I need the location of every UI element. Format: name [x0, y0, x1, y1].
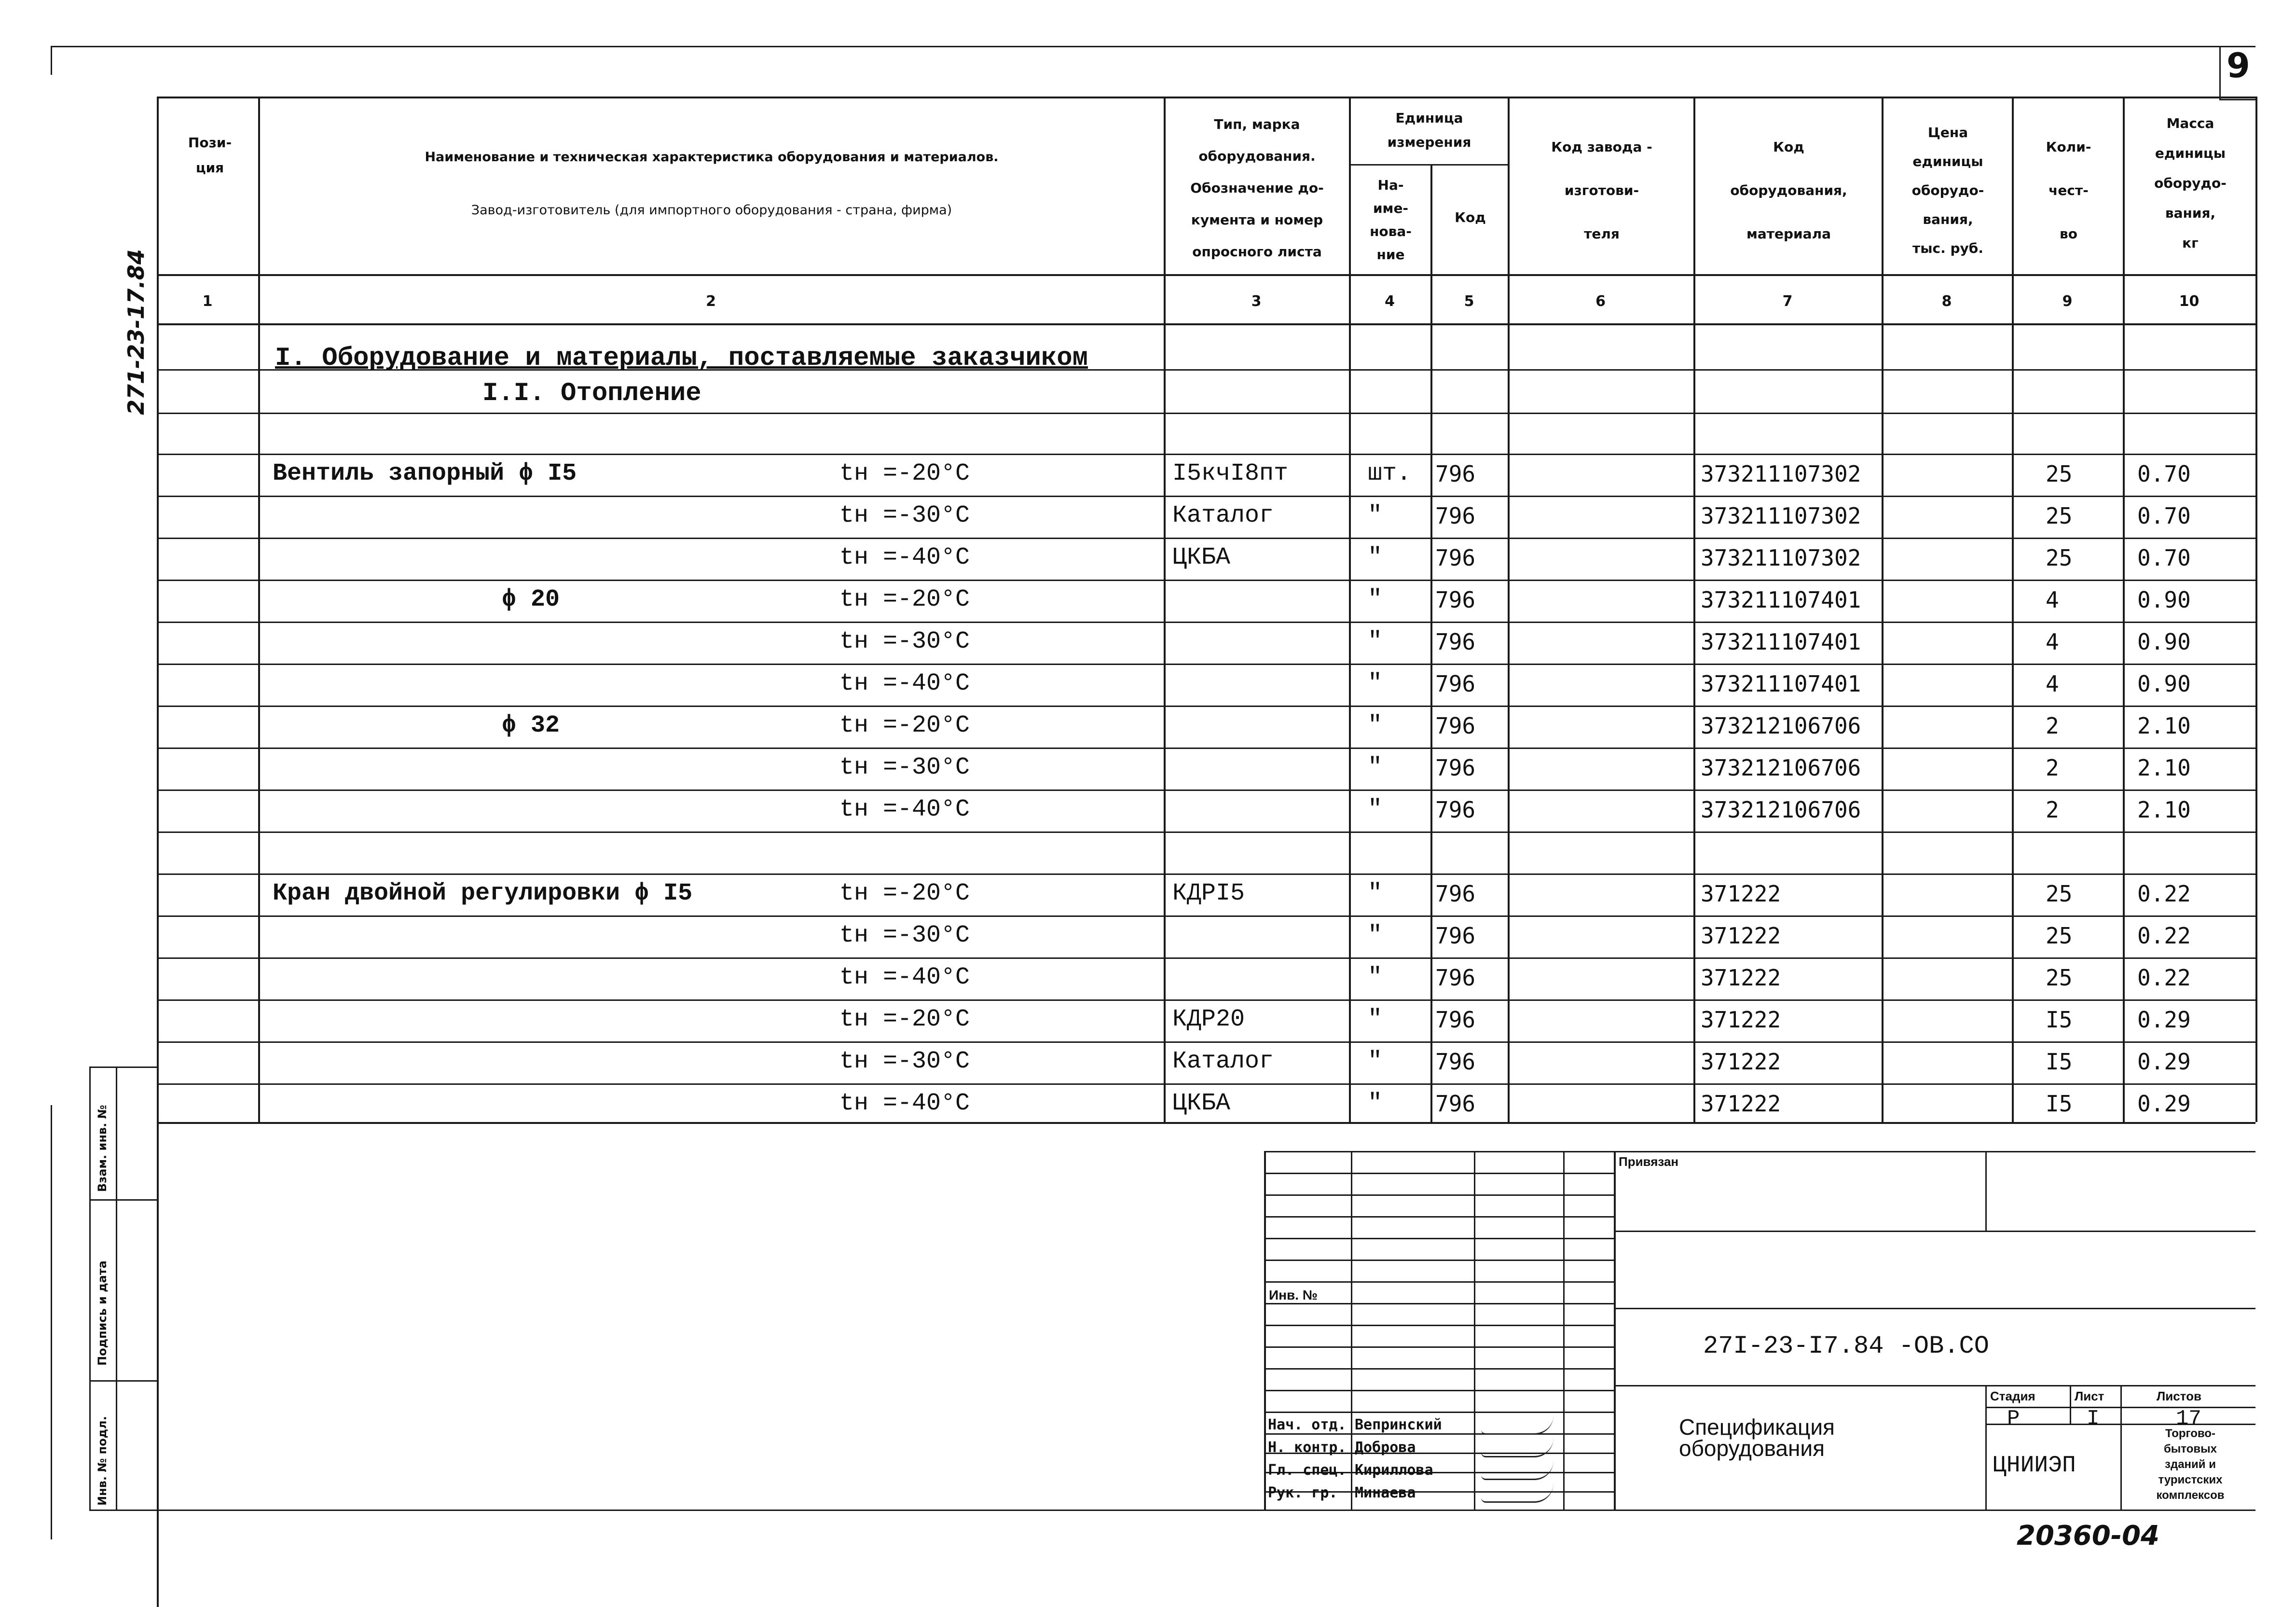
col-line-2 — [1164, 97, 1166, 1122]
sheet-number-box-left — [2219, 46, 2221, 99]
tb-stage-left — [1985, 1385, 1987, 1510]
row-14-code: 796 — [1435, 1049, 1476, 1075]
header-unit: Единица измерения — [1387, 110, 1471, 150]
row-14-unit: " — [1368, 1048, 1383, 1075]
row-10-temp: tн =-20°С — [839, 880, 970, 907]
signature-mark — [1481, 1482, 1554, 1503]
row-6-qty: 2 — [2046, 713, 2059, 739]
col-line-5 — [1508, 97, 1510, 1122]
row-12-qty: 25 — [2046, 965, 2073, 991]
tb-col2 — [1474, 1151, 1475, 1510]
row-line — [157, 454, 2255, 455]
colnum-1: 1 — [202, 293, 213, 310]
tb-grid-line — [1264, 1346, 1614, 1348]
header-name-line2: Завод-изготовитель (для импортного оборудования - страна, фирма) — [471, 203, 952, 218]
section-title: I. Оборудование и материалы, поставляемые заказчиком — [275, 344, 1088, 373]
row-4-mass: 0.90 — [2137, 629, 2191, 655]
header-quantity: Коли- чест- во — [2046, 139, 2091, 242]
colnum-10: 10 — [2179, 293, 2200, 310]
row-8-temp: tн =-40°С — [839, 796, 970, 823]
row-5-qty: 4 — [2046, 671, 2059, 697]
row-13-equip: 371222 — [1701, 1007, 1781, 1033]
row-3-equip: 373211107401 — [1701, 587, 1861, 613]
row-12-equip: 371222 — [1701, 965, 1781, 991]
stamp-inv-replaced: Взам. инв. № — [96, 1105, 109, 1192]
row-14-type: Каталог — [1172, 1048, 1274, 1075]
row-8-code: 796 — [1435, 797, 1476, 823]
row-6-unit: " — [1368, 712, 1383, 739]
tb-grid-line — [1264, 1260, 1614, 1261]
row-line — [157, 915, 2255, 917]
row-13-type: КДР20 — [1172, 1006, 1245, 1033]
signer-name: Минаева — [1355, 1484, 1416, 1501]
row-15-equip: 371222 — [1701, 1091, 1781, 1117]
tb-h1 — [1614, 1231, 2255, 1232]
row-12-code: 796 — [1435, 965, 1476, 991]
tb-org-desc: Торгово- бытовых зданий и туристских комплексов — [2156, 1427, 2225, 1502]
col-line-7 — [1882, 97, 1884, 1122]
row-11-equip: 371222 — [1701, 923, 1781, 949]
row-11-qty: 25 — [2046, 923, 2073, 949]
row-11-mass: 0.22 — [2137, 923, 2191, 949]
stamp-signature-date: Подпись и дата — [96, 1261, 109, 1366]
tb-stage-label: Стадия — [1990, 1389, 2035, 1403]
stamp-div2 — [89, 1380, 157, 1382]
colnum-2: 2 — [706, 293, 716, 310]
header-type: Тип, марка оборудования. Обозначение до- кумента и номер опросного листа — [1190, 116, 1324, 260]
signature-mark — [1481, 1437, 1554, 1457]
frame-left-tick — [51, 46, 52, 75]
row-2-equip: 373211107302 — [1701, 545, 1861, 571]
tb-top — [1264, 1151, 2255, 1152]
row-10-type: КДРI5 — [1172, 880, 1245, 907]
row-5-temp: tн =-40°С — [839, 670, 970, 697]
header-mass: Масса единицы оборудо- вания, кг — [2154, 115, 2227, 251]
row-6-equip: 373212106706 — [1701, 713, 1861, 739]
row-line — [157, 538, 2255, 539]
col-line-8 — [2012, 97, 2014, 1122]
row-2-temp: tн =-40°С — [839, 544, 970, 571]
tb-title: Спецификация оборудования — [1679, 1414, 1835, 1461]
tb-grid-line — [1264, 1194, 1614, 1196]
signer-role: Рук. гр. — [1268, 1484, 1338, 1501]
row-2-type: ЦКБА — [1172, 544, 1231, 571]
row-12-mass: 0.22 — [2137, 965, 2191, 991]
row-2-qty: 25 — [2046, 545, 2073, 571]
row-1-temp: tн =-30°С — [839, 502, 970, 529]
header-bottom-line — [157, 274, 2255, 276]
row-6-name: ϕ 32 — [502, 712, 560, 739]
row-1-unit: " — [1368, 502, 1383, 529]
row-8-qty: 2 — [2046, 797, 2059, 823]
row-13-unit: " — [1368, 1006, 1383, 1033]
signature-mark — [1481, 1459, 1554, 1480]
tb-grid-line — [1264, 1433, 1614, 1435]
row-3-qty: 4 — [2046, 587, 2059, 613]
row-line — [157, 873, 2255, 875]
signer-name: Вепринский — [1355, 1416, 1442, 1433]
colnum-8: 8 — [1941, 293, 1952, 310]
row-11-unit: " — [1368, 922, 1383, 949]
sheet-number-box-bottom — [2219, 99, 2255, 100]
row-7-temp: tн =-30°С — [839, 754, 970, 781]
row-14-equip: 371222 — [1701, 1049, 1781, 1075]
row-14-temp: tн =-30°С — [839, 1048, 970, 1075]
stamp-top — [89, 1067, 157, 1068]
row-10-unit: " — [1368, 880, 1383, 907]
row-line — [157, 831, 2255, 833]
row-10-qty: 25 — [2046, 881, 2073, 907]
row-15-qty: I5 — [2046, 1091, 2073, 1117]
row-13-temp: tн =-20°С — [839, 1006, 970, 1033]
colnum-4: 4 — [1385, 293, 1395, 310]
row-5-code: 796 — [1435, 671, 1476, 697]
colnum-bottom-line — [157, 323, 2255, 325]
header-name-line1: Наименование и техническая характеристика оборудования и материалов. — [425, 150, 999, 165]
header-position: Пози- ция — [188, 135, 232, 176]
row-line — [157, 706, 2255, 707]
row-4-code: 796 — [1435, 629, 1476, 655]
stamp-inv-original: Инв. № подл. — [96, 1416, 109, 1506]
col-line-6 — [1693, 97, 1695, 1122]
subsection-title: I.I. Отопление — [482, 379, 701, 408]
row-5-equip: 373211107401 — [1701, 671, 1861, 697]
tb-sheet-label: Лист — [2075, 1389, 2104, 1403]
tb-grid-line — [1264, 1238, 1614, 1239]
tb-org: ЦНИИЭП — [1993, 1453, 2076, 1479]
colnum-3: 3 — [1251, 293, 1262, 310]
signer-role: Гл. спец. — [1268, 1462, 1347, 1479]
row-line — [157, 957, 2255, 959]
tb-grid-line — [1264, 1390, 1614, 1391]
colnum-9: 9 — [2062, 293, 2073, 310]
tb-stage-hline — [1985, 1407, 2255, 1408]
row-8-equip: 373212106706 — [1701, 797, 1861, 823]
tb-grid-line — [1264, 1325, 1614, 1326]
header-unit-code: Код — [1455, 209, 1486, 225]
row-13-mass: 0.29 — [2137, 1007, 2191, 1033]
row-0-equip: 373211107302 — [1701, 461, 1861, 487]
row-2-mass: 0.70 — [2137, 545, 2191, 571]
row-0-name: Вентиль запорный ϕ I5 — [273, 460, 577, 487]
row-1-mass: 0.70 — [2137, 503, 2191, 529]
tb-sheet: I — [2087, 1407, 2100, 1431]
signer-name: Кириллова — [1355, 1462, 1433, 1479]
row-8-unit: " — [1368, 796, 1383, 823]
row-10-name: Кран двойной регулировки ϕ I5 — [273, 880, 693, 907]
row-4-qty: 4 — [2046, 629, 2059, 655]
unit-split-line — [1349, 164, 1508, 166]
row-1-code: 796 — [1435, 503, 1476, 529]
row-12-unit: " — [1368, 964, 1383, 991]
row-4-temp: tн =-30°С — [839, 628, 970, 655]
row-3-code: 796 — [1435, 587, 1476, 613]
row-line — [157, 413, 2255, 414]
col-line-9 — [2123, 97, 2125, 1122]
stamp-outer-left — [89, 1067, 91, 1510]
tb-privyazan-split — [1985, 1151, 1987, 1231]
stamp-inner-left — [116, 1067, 117, 1510]
row-10-equip: 371222 — [1701, 881, 1781, 907]
row-11-code: 796 — [1435, 923, 1476, 949]
row-line — [157, 790, 2255, 791]
row-4-unit: " — [1368, 628, 1383, 655]
row-2-unit: " — [1368, 544, 1383, 571]
tb-grid-line — [1264, 1281, 1614, 1283]
row-15-unit: " — [1368, 1090, 1383, 1117]
frame-top-line — [51, 46, 2255, 47]
col-line-10 — [2255, 97, 2257, 1122]
tb-sheets: 17 — [2176, 1407, 2201, 1431]
row-line — [157, 664, 2255, 665]
col-line-1 — [258, 97, 260, 1122]
row-1-equip: 373211107302 — [1701, 503, 1861, 529]
colnum-7: 7 — [1782, 293, 1793, 310]
tb-stage-hline2 — [1985, 1424, 2255, 1425]
row-0-code: 796 — [1435, 461, 1476, 487]
row-7-mass: 2.10 — [2137, 755, 2191, 781]
row-4-equip: 373211107401 — [1701, 629, 1861, 655]
row-6-temp: tн =-20°С — [839, 712, 970, 739]
row-14-mass: 0.29 — [2137, 1049, 2191, 1075]
row-11-temp: tн =-30°С — [839, 922, 970, 949]
header-price: Цена единицы оборудо- вания, тыс. руб. — [1911, 125, 1984, 256]
signer-role: Н. контр. — [1268, 1439, 1347, 1456]
tb-sheet-left — [2070, 1385, 2071, 1424]
tb-col4 — [1614, 1151, 1616, 1510]
tb-grid-line — [1264, 1412, 1614, 1413]
row-12-temp: tн =-40°С — [839, 964, 970, 991]
tb-grid-line — [1264, 1216, 1614, 1218]
row-line — [157, 748, 2255, 749]
side-document-code: 271-23-17.84 — [123, 249, 149, 415]
table-top-line — [157, 97, 2255, 98]
row-1-type: Каталог — [1172, 502, 1274, 529]
sheet-number: 9 — [2227, 46, 2250, 85]
row-6-code: 796 — [1435, 713, 1476, 739]
tb-col3 — [1563, 1151, 1565, 1510]
row-13-qty: I5 — [2046, 1007, 2073, 1033]
row-6-mass: 2.10 — [2137, 713, 2191, 739]
row-3-unit: " — [1368, 586, 1383, 613]
tb-h3 — [1614, 1385, 2255, 1386]
row-5-unit: " — [1368, 670, 1383, 697]
table-bottom-line — [157, 1122, 2255, 1124]
tb-inv-no: Инв. № — [1269, 1288, 1318, 1302]
row-7-qty: 2 — [2046, 755, 2059, 781]
stamp-div1 — [89, 1199, 157, 1201]
row-line — [157, 999, 2255, 1001]
row-15-temp: tн =-40°С — [839, 1090, 970, 1117]
colnum-5: 5 — [1464, 293, 1474, 310]
header-unit-name: На- име- нова- ние — [1370, 177, 1412, 263]
row-line — [157, 496, 2255, 497]
tb-privyazan: Привязан — [1619, 1154, 1679, 1169]
row-7-code: 796 — [1435, 755, 1476, 781]
tb-grid-line — [1264, 1368, 1614, 1370]
row-2-code: 796 — [1435, 545, 1476, 571]
row-1-qty: 25 — [2046, 503, 2073, 529]
row-14-qty: I5 — [2046, 1049, 2073, 1075]
row-10-mass: 0.22 — [2137, 881, 2191, 907]
tb-left — [1264, 1151, 1266, 1510]
tb-h2 — [1614, 1308, 2255, 1309]
tb-sheets-left — [2120, 1385, 2122, 1510]
row-3-mass: 0.90 — [2137, 587, 2191, 613]
bottom-frame-line — [89, 1510, 2255, 1511]
tb-col1 — [1351, 1151, 1352, 1510]
row-line — [157, 1041, 2255, 1043]
row-0-unit: шт. — [1368, 460, 1412, 487]
row-10-code: 796 — [1435, 881, 1476, 907]
frame-left-bottom — [51, 1105, 52, 1539]
row-3-temp: tн =-20°С — [839, 586, 970, 613]
row-13-code: 796 — [1435, 1007, 1476, 1033]
row-line — [157, 1083, 2255, 1085]
row-7-unit: " — [1368, 754, 1383, 781]
row-line — [157, 622, 2255, 623]
row-15-code: 796 — [1435, 1091, 1476, 1117]
signer-role: Нач. отд. — [1268, 1416, 1347, 1433]
row-15-type: ЦКБА — [1172, 1090, 1231, 1117]
tb-grid-line — [1264, 1173, 1614, 1174]
footer-code: 20360-04 — [2017, 1520, 2159, 1552]
row-3-name: ϕ 20 — [502, 586, 560, 613]
colnum-6: 6 — [1595, 293, 1606, 310]
signer-name: Доброва — [1355, 1439, 1416, 1456]
row-0-type: I5кчI8пт — [1172, 460, 1289, 487]
header-equip-code: Код оборудования, материала — [1730, 139, 1847, 242]
tb-grid-line — [1264, 1303, 1614, 1304]
header-factory-code: Код завода - изготови- теля — [1551, 139, 1652, 242]
signature-mark — [1481, 1414, 1554, 1435]
row-line — [157, 580, 2255, 581]
row-0-temp: tн =-20°С — [839, 460, 970, 487]
tb-doc-code: 27I-23-I7.84 -ОВ.СО — [1703, 1332, 1989, 1360]
row-7-equip: 373212106706 — [1701, 755, 1861, 781]
row-5-mass: 0.90 — [2137, 671, 2191, 697]
row-15-mass: 0.29 — [2137, 1091, 2191, 1117]
row-8-mass: 2.10 — [2137, 797, 2191, 823]
tb-sheets-label: Листов — [2157, 1389, 2201, 1403]
tb-stage: Р — [2007, 1407, 2020, 1431]
row-0-mass: 0.70 — [2137, 461, 2191, 487]
row-0-qty: 25 — [2046, 461, 2073, 487]
